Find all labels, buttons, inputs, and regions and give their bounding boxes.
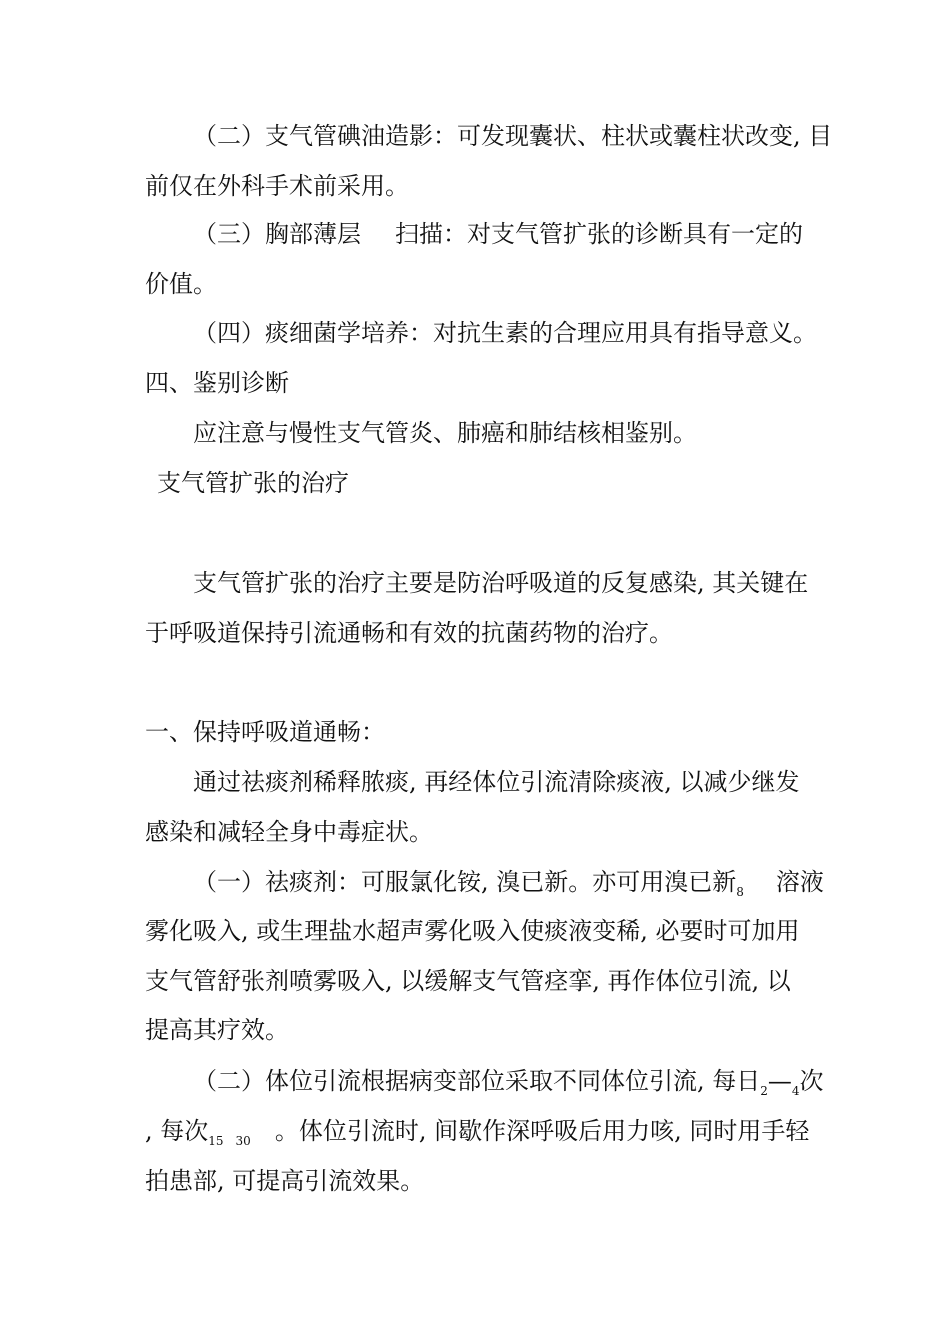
para-ct-line1 [193, 219, 858, 249]
heading-treatment: 支气管扩张的治疗 [157, 469, 349, 497]
drainage-sub-30: 30 [235, 1134, 251, 1148]
drainage-dash: — [767, 1067, 792, 1095]
para-treatment-line2: 于呼吸道保持引流通畅和有效的抗菌药物的治疗。 [145, 619, 673, 647]
para-drainage-line3: 拍患部, 可提高引流效果。 [145, 1167, 425, 1195]
drainage-each: , 每次 [145, 1117, 209, 1145]
para-sputum-culture: （四）痰细菌学培养：对抗生素的合理应用具有指导意义。 [193, 319, 817, 347]
drainage-text: （二）体位引流根据病变部位采取不同体位引流, 每日 [193, 1067, 761, 1095]
expectorant-solution: 溶液 [775, 868, 824, 896]
drainage-sub-2: 2 [760, 1084, 768, 1098]
drainage-sub-4: 4 [791, 1084, 800, 1098]
para-ct-line2: 价值。 [145, 270, 217, 298]
expectorant-subscript: 8 [736, 885, 744, 899]
drainage-text-2: 。体位引流时, 间歇作深呼吸后用力咳, 同时用手轻 [274, 1117, 810, 1145]
para-differential: 应注意与慢性支气管炎、肺癌和肺结核相鉴别。 [193, 419, 697, 447]
para-drainage-line2 [145, 1116, 810, 1156]
ct-text: 扫描：对支气管扩张的诊断具有一定的 [395, 220, 803, 248]
para-bronchography-line2: 前仅在外科手术前采用。 [145, 172, 409, 200]
heading-differential-diagnosis: 四、鉴别诊断 [145, 369, 289, 397]
para-treatment-line1: 支气管扩张的治疗主要是防治呼吸道的反复感染, 其关键在 [193, 569, 809, 597]
para-airway-line2: 感染和减轻全身中毒症状。 [145, 818, 433, 846]
drainage-sub-15: 15 [208, 1134, 224, 1148]
para-bronchography-line1: （二）支气管碘油造影：可发现囊状、柱状或囊柱状改变, 目 [193, 122, 833, 150]
para-expectorant-line2: 雾化吸入, 或生理盐水超声雾化吸入使痰液变稀, 必要时可加用 [145, 917, 800, 945]
para-airway-line1: 通过祛痰剂稀释脓痰, 再经体位引流清除痰液, 以减少继发 [193, 768, 800, 796]
expectorant-text: （一）祛痰剂：可服氯化铵, 溴已新。亦可用溴已新 [193, 868, 737, 896]
para-drainage-line1 [193, 1066, 858, 1106]
drainage-times: 次 [799, 1067, 824, 1095]
ct-label: （三）胸部薄层 [193, 220, 361, 248]
para-expectorant-line4: 提高其疗效。 [145, 1016, 289, 1044]
heading-airway-clear: 一、保持呼吸道通畅： [145, 718, 385, 746]
para-expectorant-line1 [193, 867, 858, 907]
para-expectorant-line3: 支气管舒张剂喷雾吸入, 以缓解支气管痉挛, 再作体位引流, 以 [145, 967, 791, 995]
